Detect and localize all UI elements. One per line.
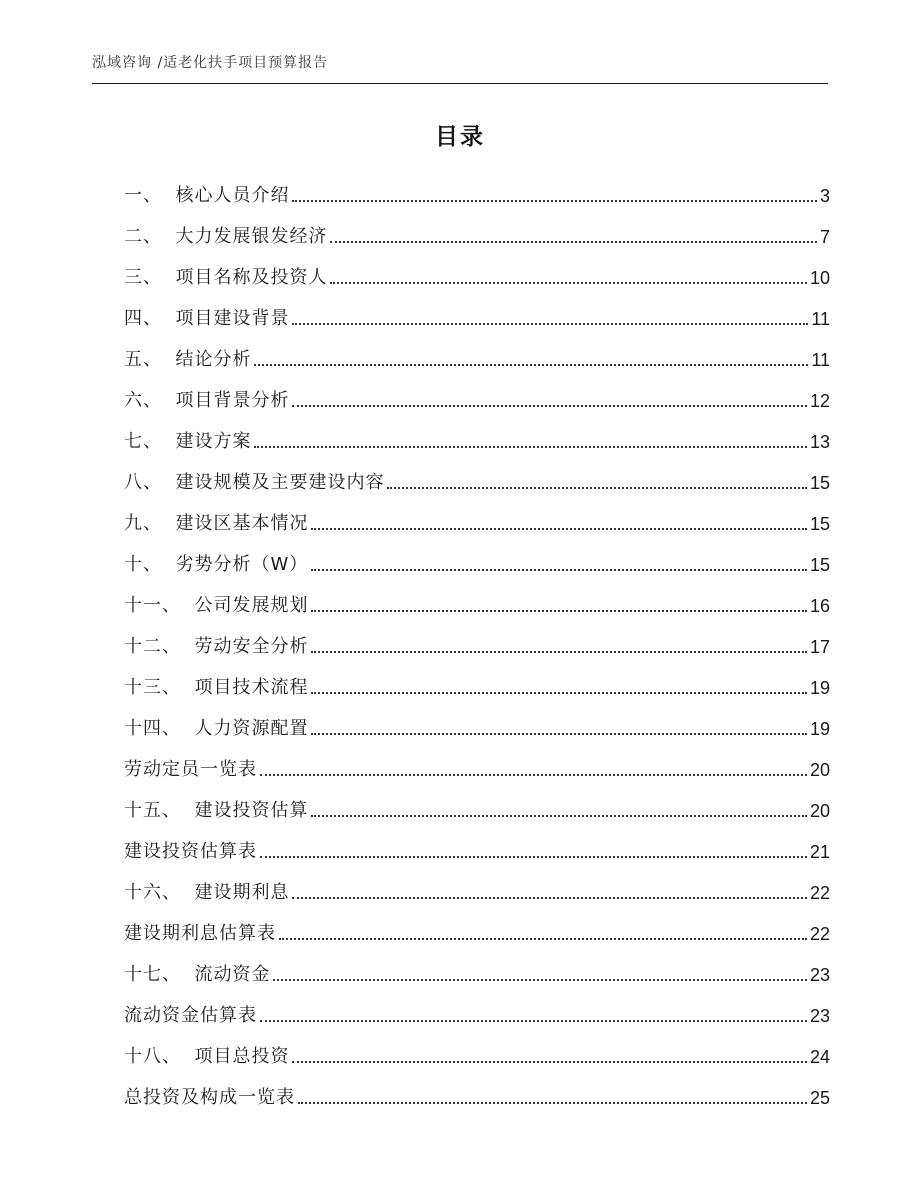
toc-entry-page: 16 — [809, 596, 830, 616]
toc-entry[interactable] — [124, 535, 830, 576]
toc-entry-page: 12 — [809, 391, 830, 411]
toc-entry-page: 22 — [809, 924, 830, 944]
toc-entry-label: 十、 劣势分析（W） — [124, 554, 309, 575]
toc-entry-page: 11 — [811, 309, 830, 329]
toc-entry[interactable] — [124, 740, 830, 781]
toc-entry[interactable] — [124, 1027, 830, 1068]
toc-dot-leader — [311, 733, 807, 735]
toc-entry-label: 七、 建设方案 — [124, 431, 252, 452]
toc-entry[interactable] — [124, 207, 830, 248]
toc-entry-page: 7 — [819, 227, 830, 247]
toc-dot-leader — [311, 815, 807, 817]
toc-entry-page: 23 — [809, 1006, 830, 1026]
toc-entry-page: 20 — [809, 760, 830, 780]
toc-entry-page: 15 — [809, 473, 830, 493]
toc-entry-label: 十二、 劳动安全分析 — [124, 636, 309, 657]
header-divider — [92, 83, 828, 84]
toc-entry-page: 19 — [809, 678, 830, 698]
toc-dot-leader — [387, 487, 807, 489]
toc-entry[interactable] — [124, 248, 830, 289]
toc-entry-page: 23 — [809, 965, 830, 985]
toc-dot-leader — [330, 282, 807, 284]
toc-entry[interactable] — [124, 412, 830, 453]
toc-entry[interactable] — [124, 371, 830, 412]
toc-dot-leader — [292, 200, 817, 202]
toc-entry-label: 九、 建设区基本情况 — [124, 513, 309, 534]
toc-entry[interactable] — [124, 863, 830, 904]
toc-dot-leader — [292, 1061, 807, 1063]
toc-entry[interactable] — [124, 699, 830, 740]
toc-dot-leader — [254, 364, 808, 366]
toc-entry-label: 劳动定员一览表 — [124, 759, 257, 780]
toc-entry[interactable] — [124, 289, 830, 330]
toc-entry[interactable] — [124, 330, 830, 371]
toc-entry-label: 十三、 项目技术流程 — [124, 677, 309, 698]
toc-entry-label: 一、 核心人员介绍 — [124, 185, 290, 206]
toc-dot-leader — [311, 610, 807, 612]
running-header: 泓域咨询 /适老化扶手项目预算报告 — [92, 55, 329, 71]
toc-entry[interactable] — [124, 945, 830, 986]
toc-dot-leader — [260, 856, 807, 858]
toc-dot-leader — [254, 446, 807, 448]
toc-dot-leader — [273, 979, 807, 981]
toc-entry-label: 总投资及构成一览表 — [124, 1087, 295, 1108]
toc-title: 目录 — [435, 124, 485, 150]
toc-entry-label: 流动资金估算表 — [124, 1005, 257, 1026]
toc-entry-page: 15 — [809, 555, 830, 575]
toc-entry-page: 11 — [811, 350, 830, 370]
toc-entry-label: 六、 项目背景分析 — [124, 390, 290, 411]
toc-entry-label: 建设期利息估算表 — [124, 923, 276, 944]
toc-entry[interactable] — [124, 986, 830, 1027]
toc-dot-leader — [260, 1020, 807, 1022]
toc-entry-label: 三、 项目名称及投资人 — [124, 267, 328, 288]
toc-dot-leader — [298, 1102, 807, 1104]
toc-entry-page: 21 — [809, 842, 830, 862]
toc-dot-leader — [260, 774, 807, 776]
toc-entry-page: 17 — [809, 637, 830, 657]
toc-entry[interactable] — [124, 1068, 830, 1109]
toc-dot-leader — [292, 323, 808, 325]
toc-entry[interactable] — [124, 166, 830, 207]
toc-entry-page: 3 — [819, 186, 830, 206]
toc-entry[interactable] — [124, 781, 830, 822]
toc-entry-label: 十五、 建设投资估算 — [124, 800, 309, 821]
toc-entry-label: 建设投资估算表 — [124, 841, 257, 862]
toc-entry-page: 15 — [809, 514, 830, 534]
toc-entry-label: 四、 项目建设背景 — [124, 308, 290, 329]
toc-entry[interactable] — [124, 453, 830, 494]
toc-entry-label: 八、 建设规模及主要建设内容 — [124, 472, 385, 493]
toc-entry-page: 24 — [809, 1047, 830, 1067]
toc-entry-label: 五、 结论分析 — [124, 349, 252, 370]
toc-dot-leader — [311, 692, 807, 694]
toc-dot-leader — [311, 651, 807, 653]
toc-entry-page: 22 — [809, 883, 830, 903]
toc-dot-leader — [311, 569, 807, 571]
toc-entry-page: 25 — [809, 1088, 830, 1108]
toc-dot-leader — [292, 897, 807, 899]
toc-entry-label: 十七、 流动资金 — [124, 964, 271, 985]
toc-entry-label: 十四、 人力资源配置 — [124, 718, 309, 739]
toc-entry-page: 13 — [809, 432, 830, 452]
toc-dot-leader — [279, 938, 807, 940]
toc-entry[interactable] — [124, 494, 830, 535]
toc-entry[interactable] — [124, 658, 830, 699]
toc-dot-leader — [330, 241, 817, 243]
toc-entry-label: 二、 大力发展银发经济 — [124, 226, 328, 247]
toc-entry-label: 十八、 项目总投资 — [124, 1046, 290, 1067]
toc-entry-page: 20 — [809, 801, 830, 821]
toc-entry-label: 十六、 建设期利息 — [124, 882, 290, 903]
toc-dot-leader — [311, 528, 807, 530]
toc-list — [124, 166, 830, 1109]
toc-entry-page: 10 — [809, 268, 830, 288]
toc-entry-page: 19 — [809, 719, 830, 739]
toc-entry[interactable] — [124, 617, 830, 658]
toc-entry[interactable] — [124, 904, 830, 945]
toc-entry-label: 十一、 公司发展规划 — [124, 595, 309, 616]
toc-entry[interactable] — [124, 822, 830, 863]
toc-entry[interactable] — [124, 576, 830, 617]
toc-dot-leader — [292, 405, 807, 407]
